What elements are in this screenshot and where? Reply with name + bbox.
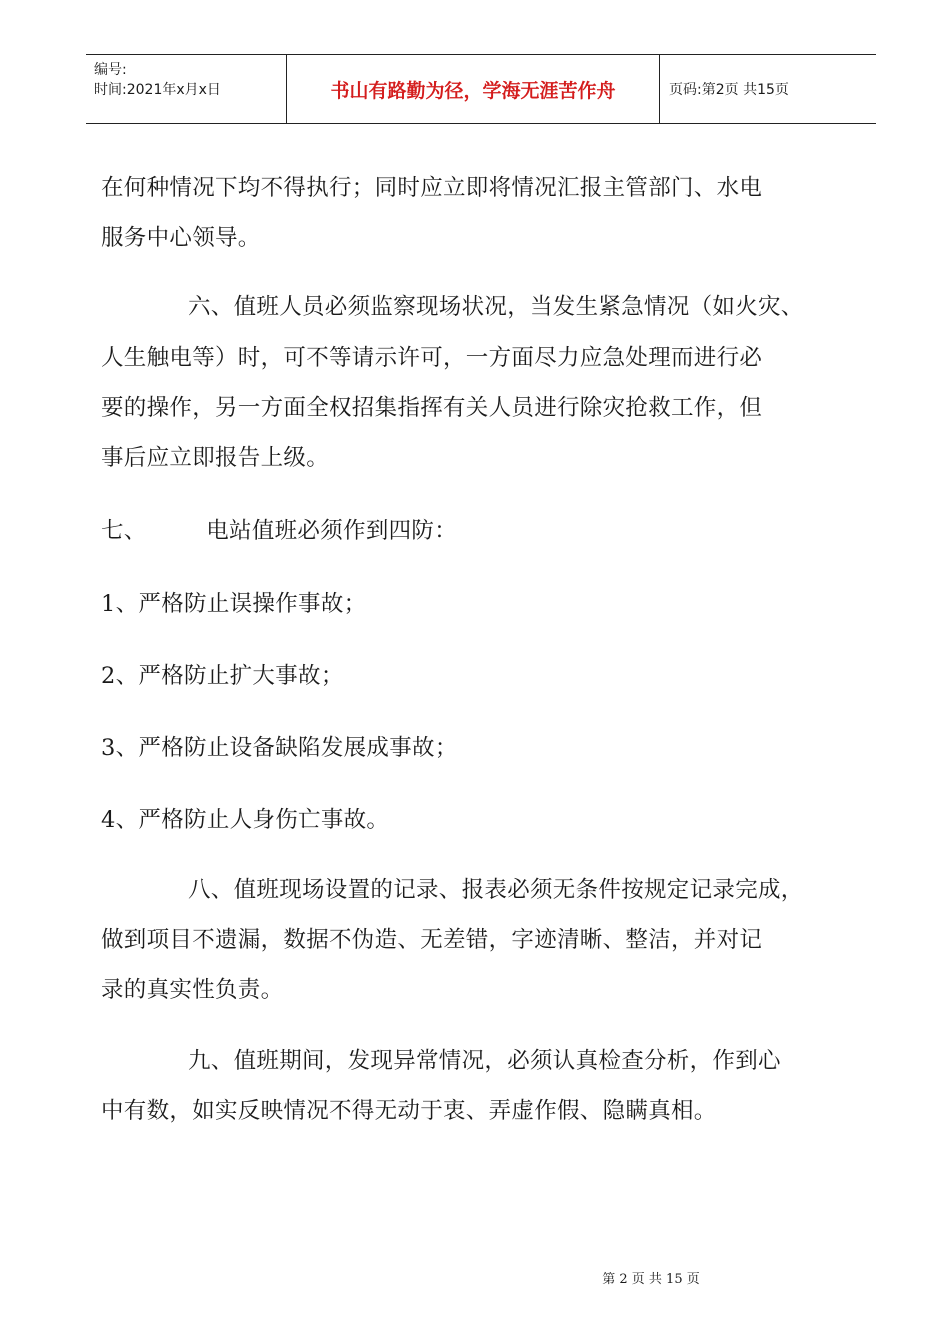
body-line: 做到项目不遗漏，数据不伪造、无差错，字迹清晰、整洁，并对记	[101, 927, 763, 953]
list-item: 4、严格防止人身伤亡事故。	[101, 807, 390, 833]
header-page-label: 页码:第2页 共15页	[669, 82, 789, 98]
page-header	[86, 54, 876, 124]
list-item: 3、严格防止设备缺陷发展成事故；	[101, 735, 458, 761]
header-meta	[86, 55, 286, 123]
body-line: 事后应立即报告上级。	[101, 445, 330, 471]
footer-page-number: 第 2 页 共 15 页	[602, 1272, 700, 1287]
header-divider	[659, 55, 660, 123]
body-line: 要的操作，另一方面全权招集指挥有关人员进行除灾抢救工作，但	[101, 395, 763, 421]
body-line: 在何种情况下均不得执行；同时应立即将情况汇报主管部门、水电	[101, 175, 763, 201]
body-line: 九、值班期间，发现异常情况，必须认真检查分析，作到心	[188, 1048, 781, 1074]
body-line: 八、值班现场设置的记录、报表必须无条件按规定记录完成，	[188, 877, 804, 903]
number-label: 编号:	[94, 62, 127, 78]
list-item: 2、严格防止扩大事故；	[101, 663, 344, 689]
body-line: 六、值班人员必须监察现场状况，当发生紧急情况（如火灾、	[188, 294, 804, 320]
body-line: 人生触电等）时，可不等请示许可，一方面尽力应急处理而进行必	[101, 345, 763, 371]
body-line: 录的真实性负责。	[101, 977, 284, 1003]
header-motto: 书山有路勤为径，学海无涯苦作舟	[330, 79, 616, 102]
page-footer	[0, 1268, 950, 1287]
list-item: 1、严格防止误操作事故；	[101, 591, 367, 617]
body-line: 中有数，如实反映情况不得无动于衷、弄虚作假、隐瞒真相。	[101, 1098, 717, 1124]
time-label: 时间:2021年x月x日	[94, 82, 221, 98]
body-line: 服务中心领导。	[101, 225, 261, 251]
section-heading: 七、 电站值班必须作到四防：	[101, 518, 458, 544]
